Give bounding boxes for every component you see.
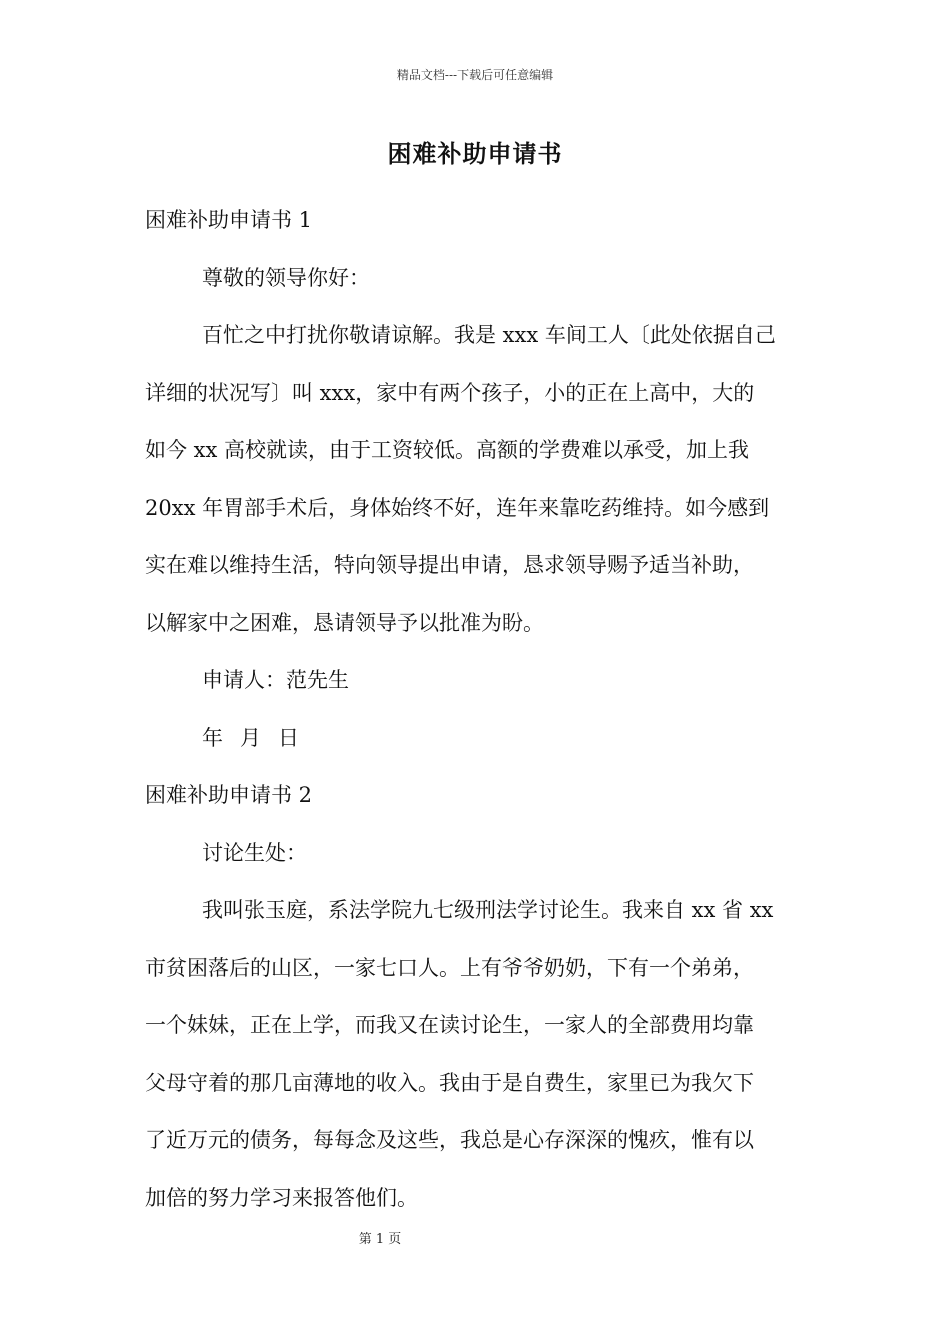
letter1-applicant: 申请人：范先生 bbox=[202, 668, 349, 692]
letter2-salutation: 讨论生处： bbox=[202, 840, 307, 865]
letter2-heading: 困难补助申请书 2 bbox=[145, 783, 313, 807]
letter2-paragraph-line: 加倍的努力学习来报答他们。 bbox=[145, 1185, 418, 1210]
letter2-paragraph-line: 市贫困落后的山区，一家七口人。上有爷爷奶奶，下有一个弟弟， bbox=[145, 955, 754, 980]
letter1-paragraph-line: 百忙之中打扰你敬请谅解。我是 xxx 车间工人〔此处依据自己 bbox=[202, 323, 776, 347]
letter2-paragraph-line: 了近万元的债务，每每念及这些，我总是心存深深的愧疚，惟有以 bbox=[145, 1128, 754, 1152]
document-body bbox=[145, 192, 810, 1227]
date-month: 月 bbox=[240, 725, 261, 750]
letter1-paragraph-line: 详细的状况写〕叫 xxx，家中有两个孩子，小的正在上高中，大的 bbox=[145, 380, 755, 405]
letter1-heading: 困难补助申请书 1 bbox=[145, 208, 313, 232]
page-number: 第 1 页 bbox=[358, 1232, 402, 1247]
letter1-paragraph-line: 以解家中之困难，恳请领导予以批准为盼。 bbox=[145, 610, 544, 635]
letter2-paragraph-line: 一个妹妹，正在上学，而我又在读讨论生，一家人的全部费用均靠 bbox=[145, 1013, 754, 1037]
letter1-salutation: 尊敬的领导你好： bbox=[202, 265, 370, 290]
letter1-date bbox=[145, 710, 810, 768]
date-year: 年 bbox=[202, 725, 223, 750]
letter1-paragraph-line: 实在难以维持生活，特向领导提出申请，恳求领导赐予适当补助， bbox=[145, 553, 754, 577]
letter2-paragraph-line: 父母守着的那几亩薄地的收入。我由于是自费生，家里已为我欠下 bbox=[145, 1070, 754, 1095]
letter2-paragraph-line: 我叫张玉庭，系法学院九七级刑法学讨论生。我来自 xx 省 xx bbox=[202, 898, 774, 922]
date-day: 日 bbox=[278, 725, 299, 750]
header-note: 精品文档---下载后可任意编辑 bbox=[396, 68, 554, 82]
letter1-paragraph-line: 20xx 年胃部手术后，身体始终不好，连年来靠吃药维持。如今感到 bbox=[145, 495, 770, 520]
letter1-paragraph-line: 如今 xx 高校就读，由于工资较低。高额的学费难以承受，加上我 bbox=[145, 438, 750, 462]
document-title: 困难补助申请书 bbox=[387, 139, 563, 168]
